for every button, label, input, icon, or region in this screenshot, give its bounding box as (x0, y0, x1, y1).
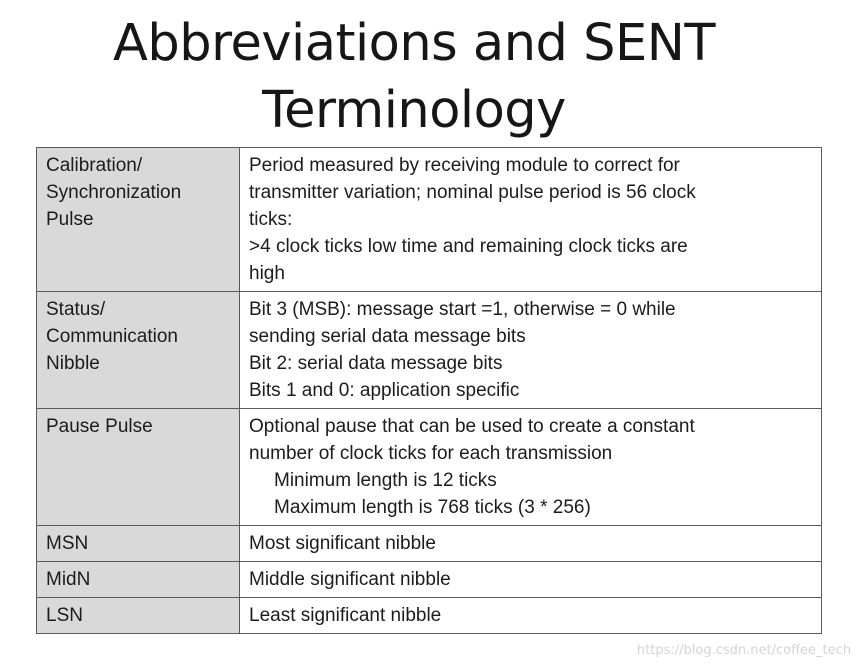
term-cell (37, 562, 240, 598)
definition-line: >4 clock ticks low time and remaining clock ticks are (249, 236, 688, 257)
term-line: Calibration/ (46, 155, 143, 176)
term-line: Pulse (46, 209, 94, 230)
table-row (37, 292, 822, 409)
definition-line: Least significant nibble (249, 605, 442, 626)
definition-line: ticks: (249, 209, 293, 230)
definition-line: Bits 1 and 0: application specific (249, 380, 520, 401)
term-line: Status/ (46, 299, 106, 320)
term-cell (37, 526, 240, 562)
definition-line: sending serial data message bits (249, 326, 526, 347)
definition-line: Minimum length is 12 ticks (274, 470, 497, 491)
definition-cell (240, 409, 822, 526)
terminology-table (36, 147, 822, 634)
term-line: MSN (46, 533, 89, 554)
term-line: Communication (46, 326, 178, 347)
definition-cell (240, 526, 822, 562)
term-line: Pause Pulse (46, 416, 153, 437)
watermark-url: https://blog.csdn.net/coffee_tech (636, 643, 851, 658)
slide-title-line-2: Terminology (262, 81, 566, 140)
definition-cell (240, 148, 822, 292)
table-row (37, 526, 822, 562)
slide-title (0, 10, 828, 144)
definition-line: Maximum length is 768 ticks (3 * 256) (274, 497, 591, 518)
definition-line: Most significant nibble (249, 533, 436, 554)
table-row (37, 598, 822, 634)
term-cell (37, 292, 240, 409)
definition-line: Bit 2: serial data message bits (249, 353, 503, 374)
definition-line: transmitter variation; nominal pulse period is 56 clock (249, 182, 696, 203)
term-cell (37, 409, 240, 526)
term-cell (37, 598, 240, 634)
table-row (37, 409, 822, 526)
definition-line: Bit 3 (MSB): message start =1, otherwise = 0 while (249, 299, 676, 320)
definition-line: high (249, 263, 285, 284)
table-row (37, 562, 822, 598)
definition-line: Optional pause that can be used to create a constant (249, 416, 695, 437)
term-line: MidN (46, 569, 91, 590)
definition-line: Period measured by receiving module to correct for (249, 155, 680, 176)
term-line: Synchronization (46, 182, 182, 203)
slide-title-line-1: Abbreviations and SENT (113, 14, 715, 73)
definition-cell (240, 292, 822, 409)
definition-cell (240, 598, 822, 634)
term-cell (37, 148, 240, 292)
table-row (37, 148, 822, 292)
term-line: Nibble (46, 353, 100, 374)
definition-line: Middle significant nibble (249, 569, 451, 590)
definition-cell (240, 562, 822, 598)
term-line: LSN (46, 605, 83, 626)
definition-line: number of clock ticks for each transmission (249, 443, 613, 464)
